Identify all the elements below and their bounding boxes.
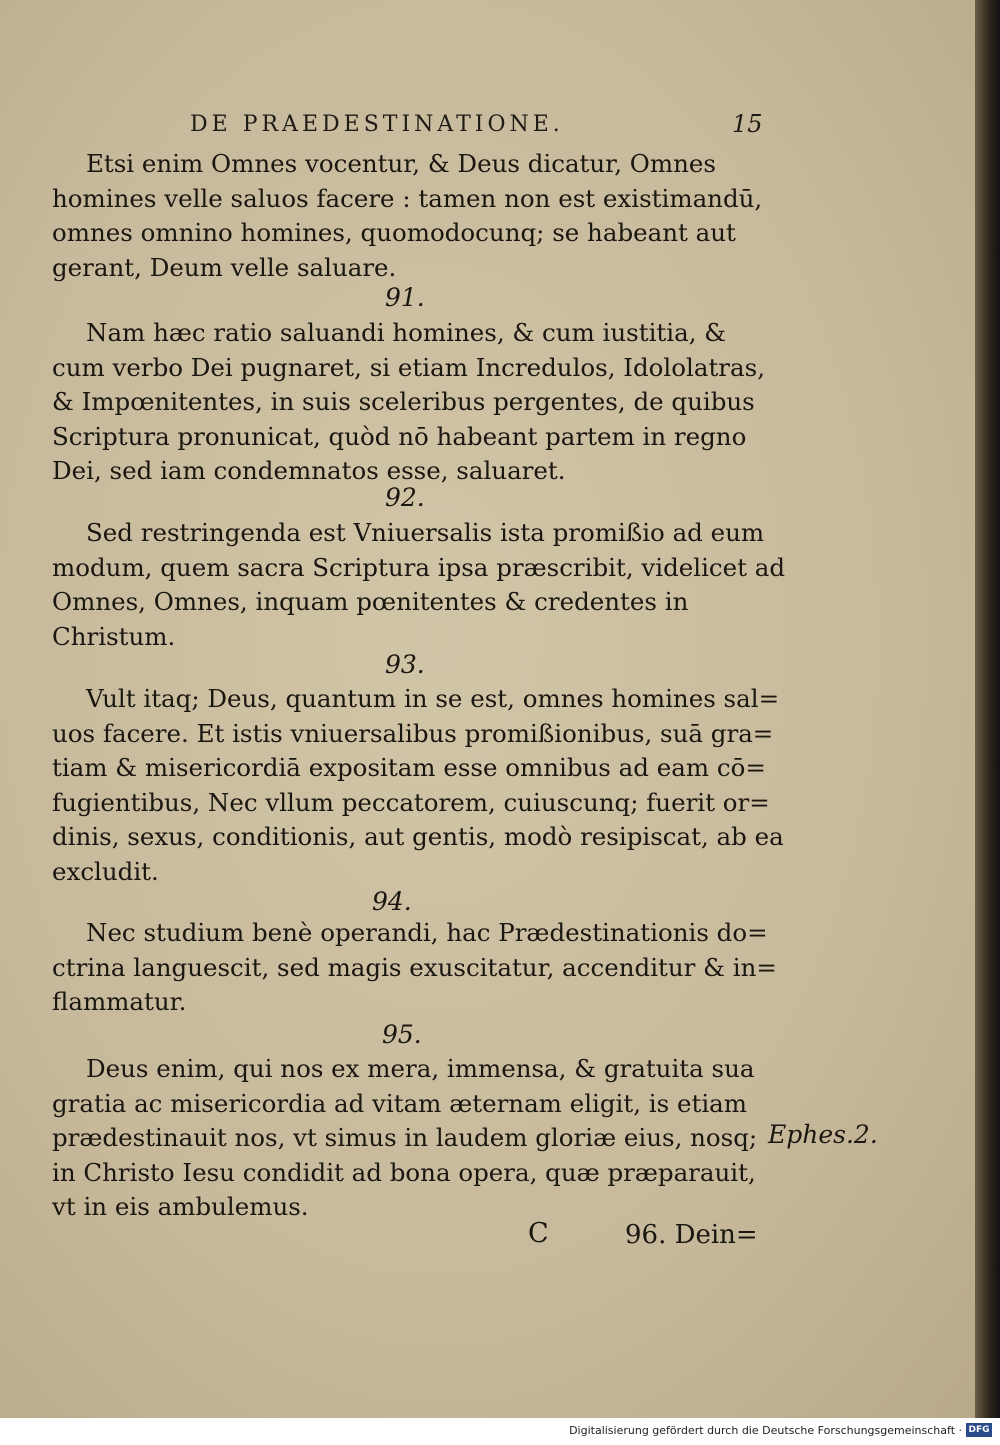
section-number-91: 91.: [385, 283, 425, 312]
page-edge-shadow: [975, 0, 1000, 1418]
text-line: omnes omnino homines, quomodocunq; se habeant aut: [52, 218, 736, 247]
text-line: uos facere. Et istis vniuersalibus promißionibus, suā gra=: [52, 718, 774, 748]
text-line: in Christo Iesu condidit ad bona opera, quæ præparauit,: [52, 1157, 756, 1187]
text-line: Scriptura pronunicat, quòd nō habeant partem in regno: [52, 421, 747, 451]
paragraph-93: [52, 682, 784, 889]
text-line: excludit.: [52, 856, 159, 886]
text-line: cum verbo Dei pugnaret, si etiam Incredulos, Idololatras,: [52, 352, 765, 382]
paragraph-95: [52, 1052, 762, 1225]
text-line: prædestinauit nos, vt simus in laudem gloriæ eius, nosq;: [52, 1123, 758, 1152]
section-number-95: 95.: [382, 1020, 422, 1049]
text-line: Nec studium benè operandi, hac Prædestinationis do=: [86, 918, 768, 947]
paragraph-94: [52, 916, 777, 1020]
text-line: Etsi enim Omnes vocentur, & Deus dicatur, Omnes: [86, 149, 716, 178]
dfg-logo-icon: DFG: [966, 1423, 992, 1437]
text-line: ctrina languescit, sed magis exuscitatur, accenditur & in=: [52, 952, 777, 982]
paragraph-92: [52, 516, 786, 654]
catchword: 96. Dein=: [625, 1220, 758, 1250]
text-line: tiam & misericordiā expositam esse omnibus ad eam cō=: [52, 753, 766, 782]
text-line: Sed restringenda est Vniuersalis ista promißio ad eum: [86, 518, 765, 547]
footer-bar: [0, 1418, 1000, 1445]
text-line: fugientibus, Nec vllum peccatorem, cuiuscunq; fuerit or=: [52, 787, 770, 817]
text-line: Nam hæc ratio saluandi homines, & cum iustitia, &: [86, 318, 727, 347]
signature-mark: C: [528, 1218, 549, 1249]
text-line: vt in eis ambulemus.: [52, 1192, 309, 1221]
text-line: Deus enim, qui nos ex mera, immensa, & gratuita sua: [86, 1054, 755, 1083]
margin-note: Ephes.2.: [768, 1120, 878, 1149]
section-number-92: 92.: [385, 483, 425, 512]
text-line: Christum.: [52, 621, 176, 651]
footer-credit: Digitalisierung gefördert durch die Deutsche Forschungsgemeinschaft ·: [569, 1424, 962, 1437]
paragraph-91: [52, 316, 765, 489]
text-line: modum, quem sacra Scriptura ipsa præscribit, videlicet ad: [52, 552, 786, 582]
text-line: flammatur.: [52, 987, 187, 1016]
text-line: Dei, sed iam condemnatos esse, saluaret.: [52, 456, 566, 485]
text-line: dinis, sexus, conditionis, aut gentis, modò resipiscat, ab ea: [52, 822, 784, 851]
section-number-93: 93.: [385, 650, 425, 679]
page-number: 15: [732, 110, 763, 138]
text-line: homines velle saluos facere : tamen non est existimandū,: [52, 183, 763, 213]
paragraph-intro: [52, 147, 762, 285]
text-line: Vult itaq; Deus, quantum in se est, omnes homines sal=: [86, 684, 780, 713]
text-line: gerant, Deum velle saluare.: [52, 252, 397, 282]
text-line: & Impœnitentes, in suis sceleribus pergentes, de quibus: [52, 387, 755, 416]
running-header: DE PRAEDESTINATIONE.: [190, 112, 564, 137]
section-number-94: 94.: [372, 887, 412, 916]
text-line: gratia ac misericordia ad vitam æternam eligit, is etiam: [52, 1088, 748, 1118]
text-line: Omnes, Omnes, inquam pœnitentes & credentes in: [52, 587, 689, 616]
